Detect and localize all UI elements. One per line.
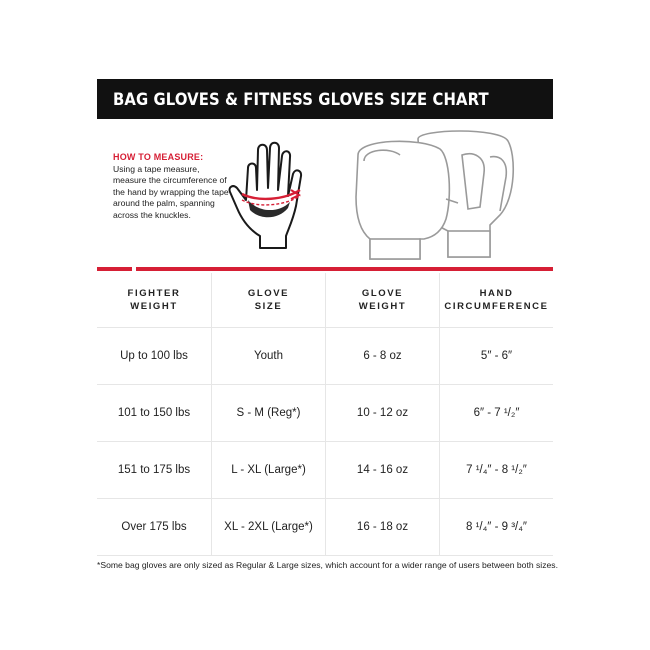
glove-weight-cell: 6 - 8 oz bbox=[326, 328, 440, 384]
divider-accent-right bbox=[136, 267, 553, 271]
divider-accent-left bbox=[97, 267, 132, 271]
glove-weight-cell: 10 - 12 oz bbox=[326, 385, 440, 441]
table-row bbox=[97, 499, 553, 556]
hand-circumference-cell: 7 ¹/₄″ - 8 ¹/₂″ bbox=[466, 464, 527, 476]
glove-size-cell: L - XL (Large*) bbox=[212, 442, 326, 498]
page-title: BAG GLOVES & FITNESS GLOVES SIZE CHART bbox=[113, 89, 489, 109]
fighter-weight-cell: Up to 100 lbs bbox=[97, 328, 212, 384]
glove-size-cell: XL - 2XL (Large*) bbox=[212, 499, 326, 555]
header-fighter-weight: FIGHTER WEIGHT bbox=[97, 273, 212, 327]
glove-size-cell: S - M (Reg*) bbox=[212, 385, 326, 441]
fighter-weight-cell: 151 to 175 lbs bbox=[97, 442, 212, 498]
hand-measure-icon bbox=[228, 140, 310, 252]
table-header-row bbox=[97, 273, 553, 328]
hand-circumference-cell: 6″ - 7 ¹/₂″ bbox=[473, 407, 520, 419]
boxing-gloves-icon bbox=[350, 127, 525, 262]
header-glove-size: GLOVE SIZE bbox=[212, 273, 326, 327]
size-chart-table bbox=[97, 273, 553, 556]
how-to-measure-heading: HOW TO MEASURE: bbox=[113, 152, 204, 162]
table-row bbox=[97, 385, 553, 442]
glove-weight-cell: 16 - 18 oz bbox=[326, 499, 440, 555]
header-glove-weight: GLOVE WEIGHT bbox=[326, 273, 440, 327]
hand-circumference-cell: 8 ¹/₄″ - 9 ³/₄″ bbox=[466, 521, 527, 533]
table-row bbox=[97, 442, 553, 499]
how-to-measure bbox=[113, 152, 233, 221]
title-bar bbox=[97, 79, 553, 119]
hand-circumference-cell: 5″ - 6″ bbox=[480, 350, 513, 362]
glove-size-cell: Youth bbox=[212, 328, 326, 384]
fighter-weight-cell: Over 175 lbs bbox=[97, 499, 212, 555]
header-hand-circumference: HAND CIRCUMFERENCE bbox=[444, 288, 549, 312]
how-to-measure-text: Using a tape measure, measure the circumference of the hand by wrapping the tape around the palm, spanning across the knuckles. bbox=[113, 164, 229, 220]
table-row bbox=[97, 328, 553, 385]
footnote: *Some bag gloves are only sized as Regular & Large sizes, which account for a wider range of users between both sizes. bbox=[97, 560, 558, 570]
glove-weight-cell: 14 - 16 oz bbox=[326, 442, 440, 498]
fighter-weight-cell: 101 to 150 lbs bbox=[97, 385, 212, 441]
